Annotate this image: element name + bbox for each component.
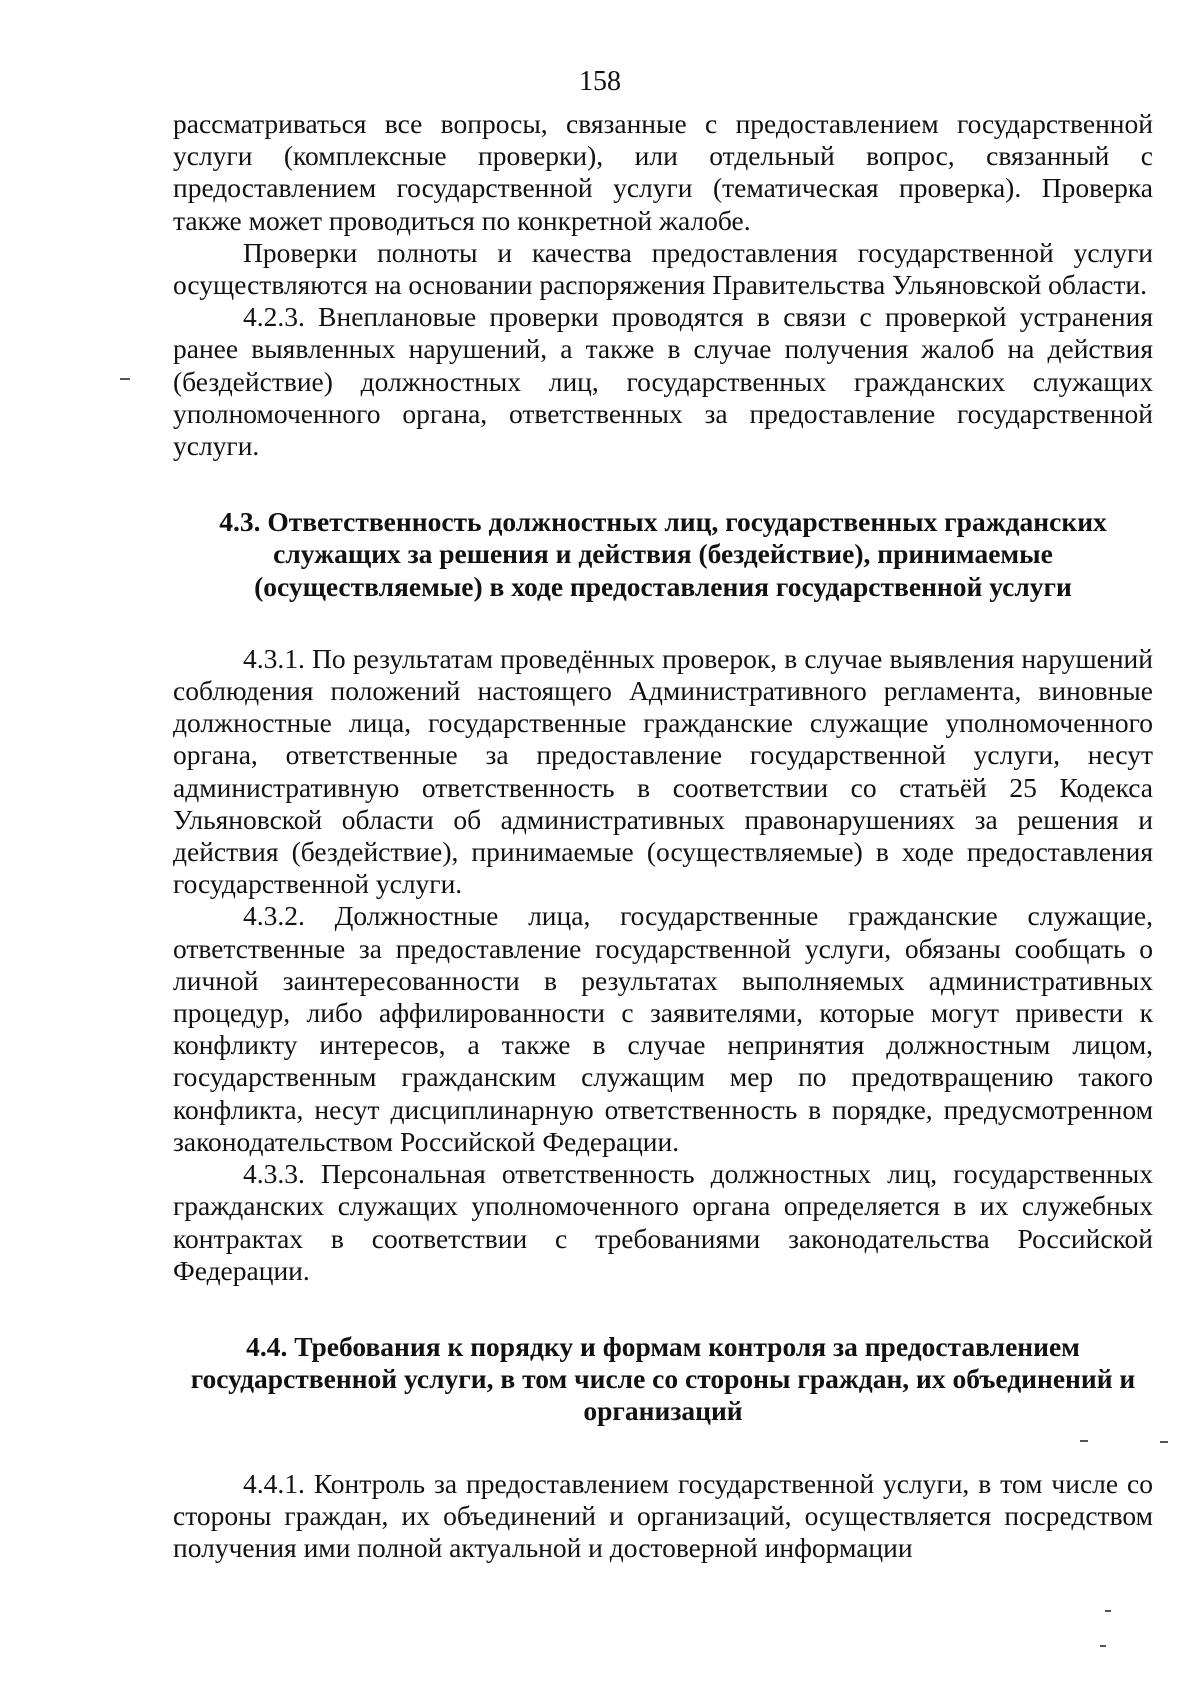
scan-mark	[1105, 1610, 1111, 1612]
scan-mark	[120, 378, 130, 380]
scan-mark	[1160, 1441, 1168, 1443]
document-body	[173, 108, 1153, 1564]
paragraph-4-3-2: 4.3.2. Должностные лица, государственные гражданские служащие, ответственные за предоставление государственной услуги, обязаны сообщать о личной заинтересованности в результатах выполняемых административных процедур, либо аффилированности с заявителями, которые могут привести к конфликту интересов, а также в случае непринятия должностным лицом, государственным гражданским служащим мер по предотвращению такого конфликта, несут дисциплинарную ответственность в порядке, предусмотренном законодательством Российской Федерации.	[173, 900, 1153, 1157]
page-number: 158	[579, 66, 621, 97]
scan-mark	[1080, 1440, 1088, 1442]
section-heading-4-4: 4.4. Требования к порядку и формам контроля за предоставлением государственной услуги, в том числе со стороны граждан, их объединений и организаций	[190, 1330, 1136, 1427]
paragraph-checks-scope: рассматриваться все вопросы, связанные с предоставлением государственной услуги (комплексные проверки), или отдельный вопрос, связанный с предоставлением государственной услуги (тематическая проверка). Проверка также может проводиться по конкретной жалобе.	[173, 108, 1153, 236]
scan-mark	[1100, 1645, 1106, 1647]
paragraph-4-3-1: 4.3.1. По результатам проведённых проверок, в случае выявления нарушений соблюдения положений настоящего Административного регламента, виновные должностные лица, государственные гражданские служащие уполномоченного органа, ответственные за предоставление государственной услуги, несут административную ответственность в соответствии со статьёй 25 Кодекса Ульяновской области об административных правонарушениях за решения и действия (бездействие), принимаемые (осуществляемые) в ходе предоставления государственной услуги.	[173, 642, 1153, 900]
paragraph-checks-basis: Проверки полноты и качества предоставления государственной услуги осуществляются на основании распоряжения Правительства Ульяновской области.	[173, 236, 1153, 301]
section-heading-4-3: 4.3. Ответственность должностных лиц, государственных гражданских служащих за решения и действия (бездействие), принимаемые (осуществляемые) в ходе предоставления государственной услуги	[219, 506, 1107, 602]
paragraph-4-4-1: 4.4.1. Контроль за предоставлением государственной услуги, в том числе со стороны граждан, их объединений и организаций, осуществляется посредством получения ими полной актуальной и достоверной информации	[173, 1467, 1153, 1563]
paragraph-4-3-3: 4.3.3. Персональная ответственность должностных лиц, государственных гражданских служащих уполномоченного органа определяется в их служебных контрактах в соответствии с требованиями законодательства Российской Федерации.	[173, 1158, 1153, 1286]
paragraph-4-2-3: 4.2.3. Внеплановые проверки проводятся в связи с проверкой устранения ранее выявленных нарушений, а также в случае получения жалоб на действия (бездействие) должностных лиц, государственных гражданских служащих уполномоченного органа, ответственных за предоставление государственной услуги.	[173, 301, 1153, 462]
